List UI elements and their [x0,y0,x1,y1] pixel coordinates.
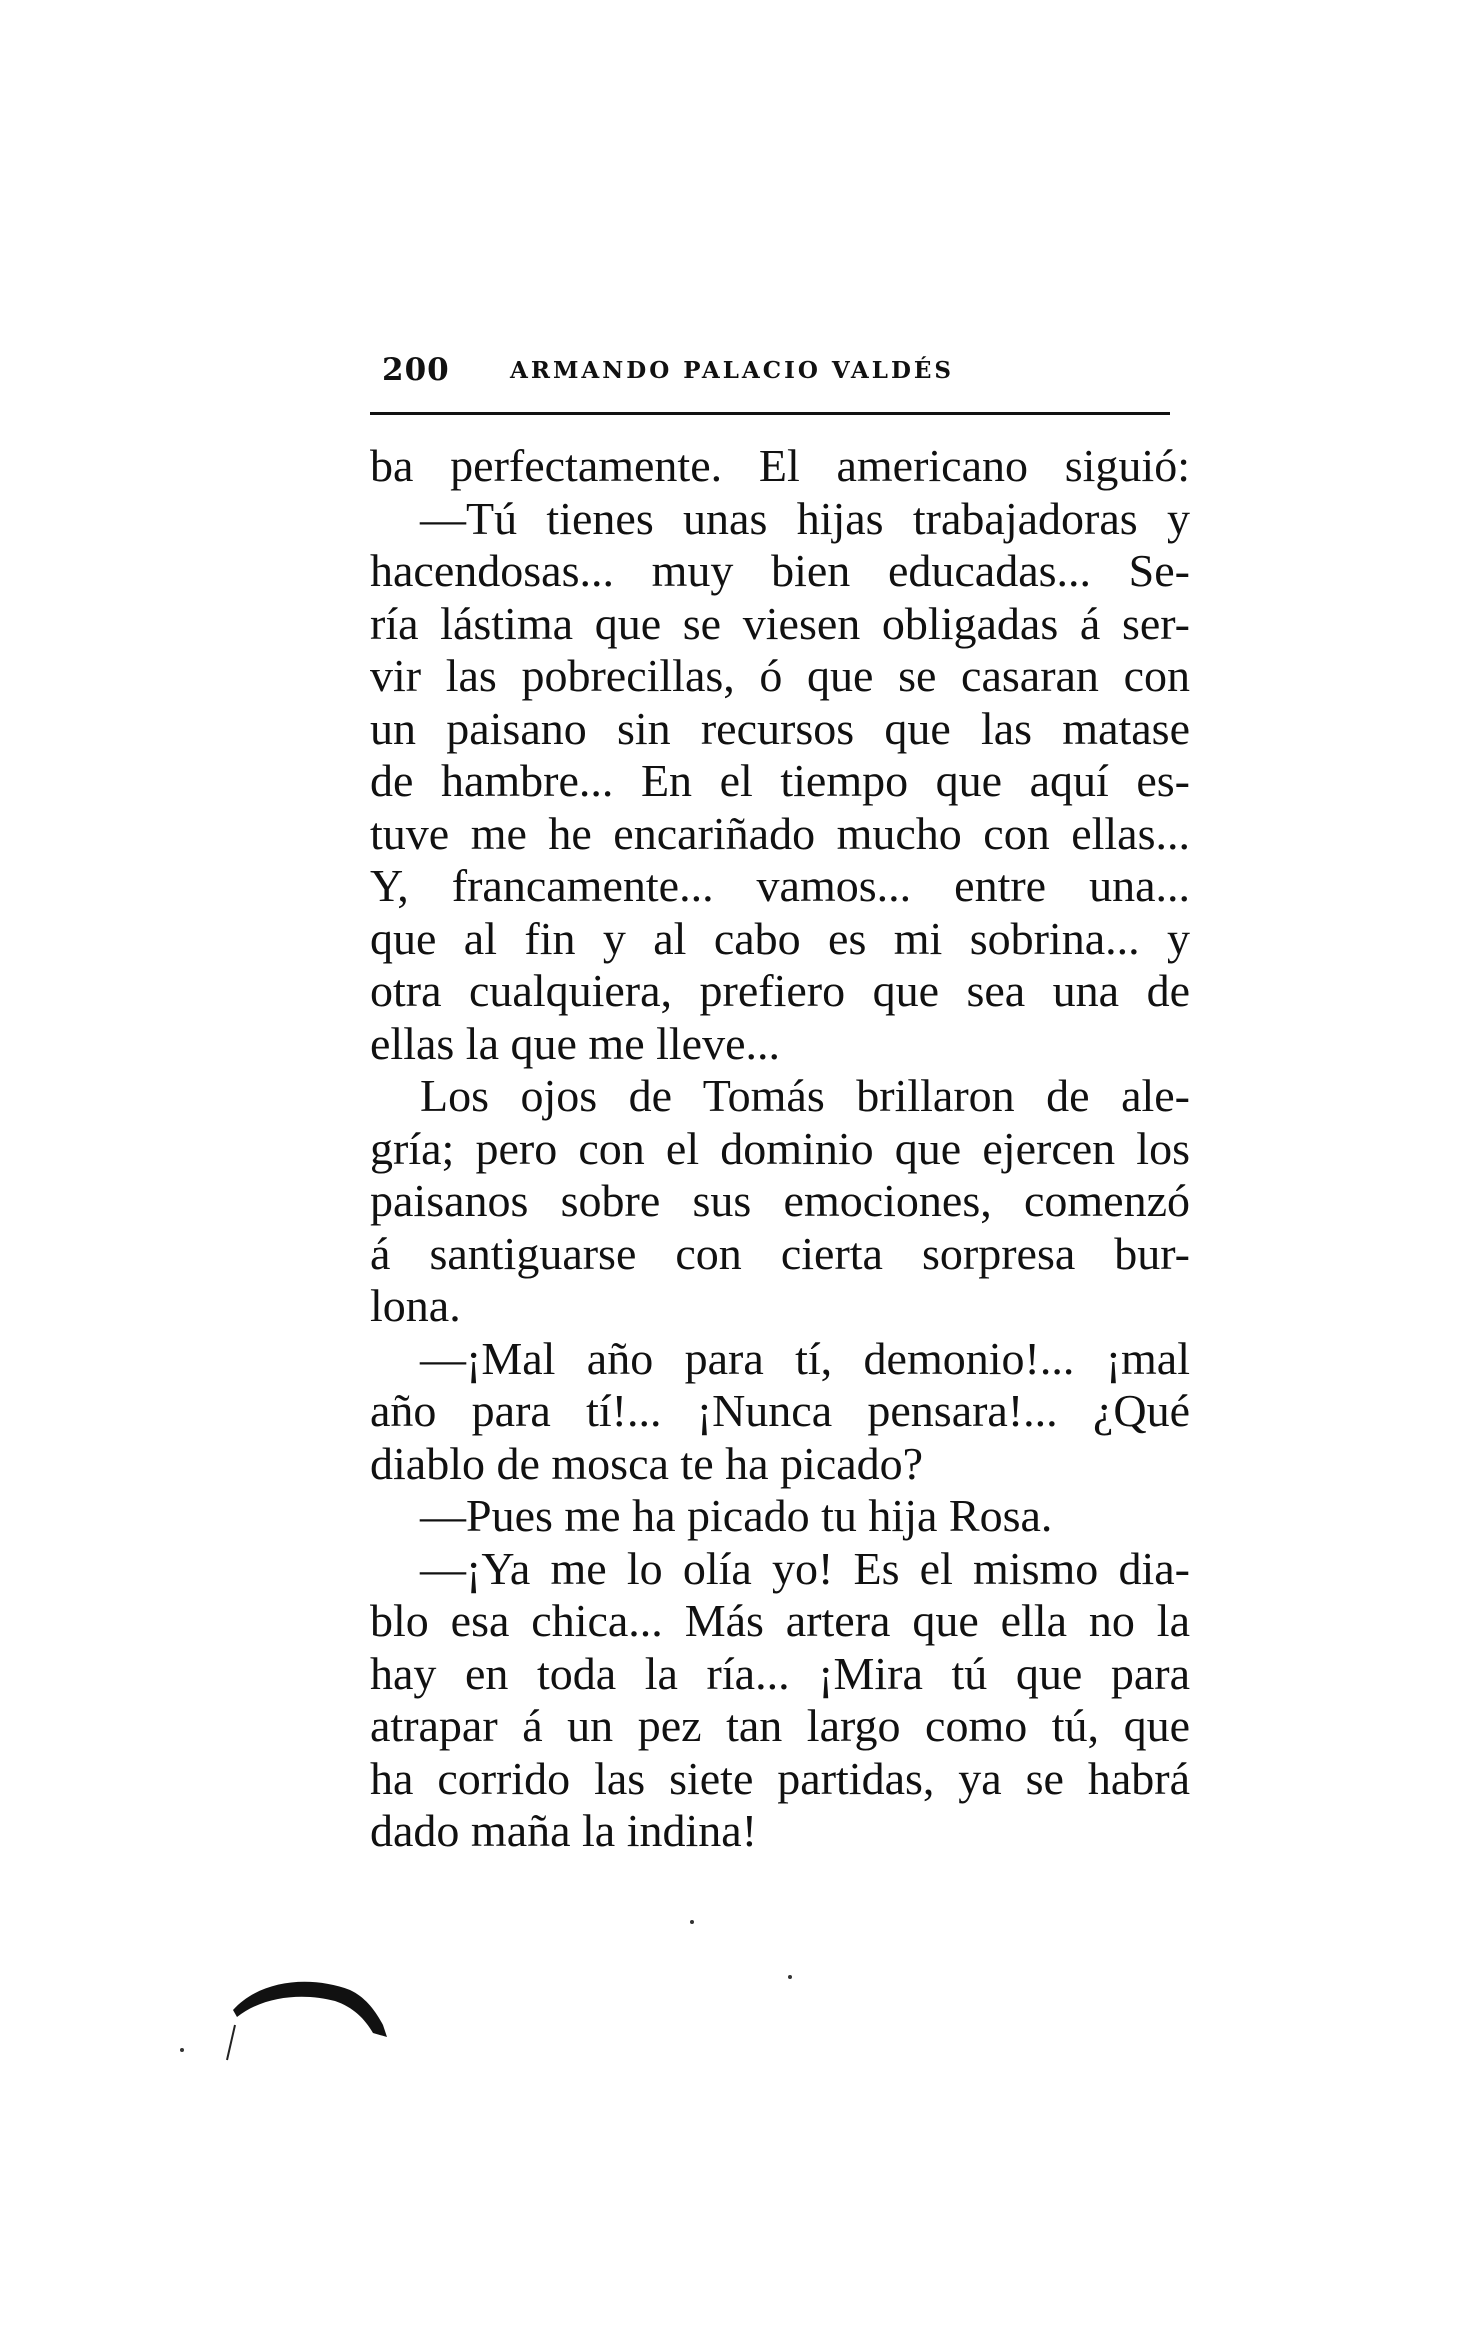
text-line: —Pues me ha picado tu hija Rosa. [420,1490,1053,1541]
text-line: blo esa chica... Más artera que ella no la [370,1595,1190,1646]
text-line: que al fin y al cabo es mi sobrina... y [370,912,1190,964]
text-line: Los ojos de Tomás brillaron de ale- [420,1070,1190,1121]
text-line: lona. [370,1280,461,1331]
text-line: ría lástima que se viesen obligadas á ser- [370,597,1190,649]
text-line: hacendosas... muy bien educadas... Se- [370,545,1190,596]
text-line: —Tú tienes unas hijas trabajadoras y [420,492,1190,544]
text-line: ha corrido las siete partidas, ya se habrá [370,1752,1190,1804]
text-line: dado maña la indina! [370,1805,758,1856]
text-line: ba perfectamente. El americano siguió: [370,440,1190,491]
ink-speck [180,2048,184,2052]
text-line: —¡Mal año para tí, demonio!... ¡mal [420,1332,1190,1384]
ink-speck [690,1920,694,1924]
text-line: atrapar á un pez tan largo como tú, que [370,1700,1190,1751]
text-line: Y, francamente... vamos... entre una... [370,860,1190,911]
header-rule [370,412,1170,415]
text-line: ellas la que me lleve... [370,1017,781,1069]
running-head: ARMANDO PALACIO VALDÉS [510,357,955,384]
text-line: de hambre... En el tiempo que aquí es- [370,755,1190,806]
text-line: año para tí!... ¡Nunca pensara!... ¿Qué [370,1385,1190,1436]
text-line: diablo de mosca te ha picado? [370,1437,924,1489]
text-line: hay en toda la ría... ¡Mira tú que para [370,1647,1190,1699]
text-line: tuve me he encariñado mucho con ellas... [370,807,1190,859]
text-line: paisanos sobre sus emociones, comenzó [370,1175,1190,1226]
text-line: vir las pobrecillas, ó que se casaran con [370,650,1190,701]
text-line: otra cualquiera, prefiero que sea una de [370,965,1190,1016]
text-line: gría; pero con el dominio que ejercen los [370,1122,1190,1174]
ink-mark-ornament [215,1955,395,2070]
text-line: —¡Ya me lo olía yo! Es el mismo dia- [420,1542,1190,1594]
page-header [370,352,1170,392]
text-line: un paisano sin recursos que las matase [370,702,1190,754]
text-line: á santiguarse con cierta sorpresa bur- [370,1227,1190,1279]
ink-speck [788,1975,792,1979]
page-number: 200 [382,352,450,388]
body-text [370,440,1190,1858]
